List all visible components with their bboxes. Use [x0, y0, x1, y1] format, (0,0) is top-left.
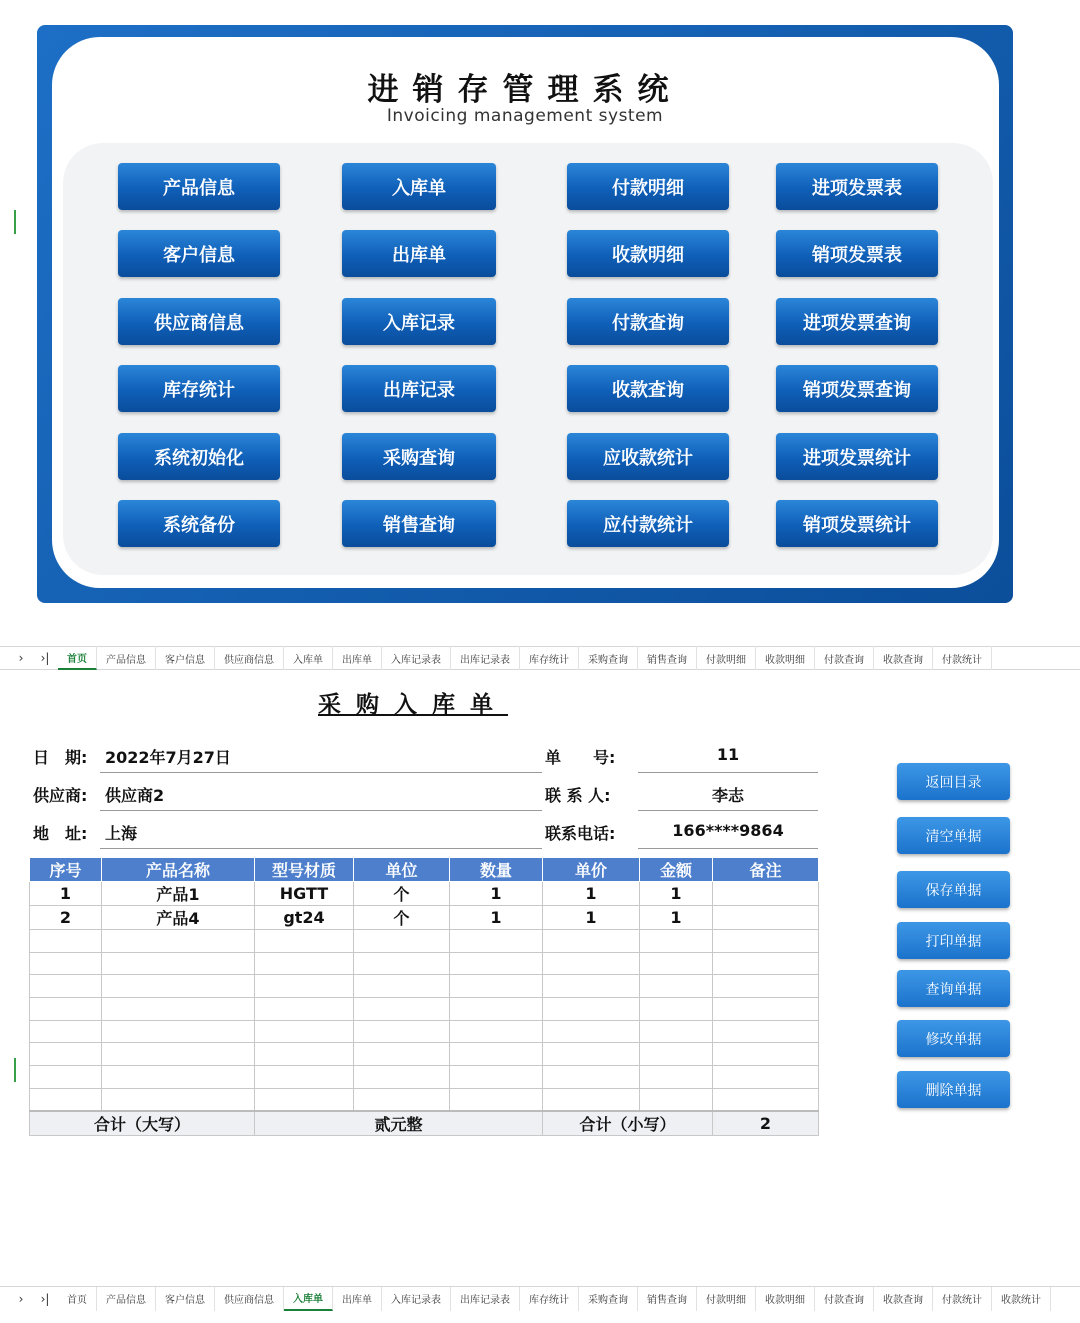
sheet-tab[interactable]: 出库记录表 [451, 1287, 520, 1311]
cell-marker [14, 210, 16, 234]
table-cell[interactable] [255, 930, 354, 953]
table-cell[interactable]: 1 [450, 882, 543, 906]
menu-button[interactable]: 采购查询 [342, 433, 496, 480]
sheet-tab[interactable]: 入库单 [284, 1287, 333, 1311]
action-button[interactable]: 清空单据 [897, 817, 1010, 854]
sheet-tab[interactable]: 出库单 [333, 1287, 382, 1311]
table-cell[interactable] [30, 1043, 102, 1066]
table-cell[interactable] [102, 930, 255, 953]
table-cell[interactable]: 1 [640, 882, 713, 906]
table-cell[interactable]: 产品1 [102, 882, 255, 906]
table-cell[interactable] [640, 975, 713, 998]
menu-button[interactable]: 客户信息 [118, 230, 280, 277]
table-cell[interactable] [255, 1088, 354, 1111]
table-cell[interactable] [640, 930, 713, 953]
menu-button[interactable]: 供应商信息 [118, 298, 280, 345]
form-title: 采购入库单 [318, 692, 508, 718]
date-label: 日 期: [33, 748, 88, 767]
next-sheet-icon[interactable]: › [18, 651, 24, 665]
date-underline [100, 772, 542, 773]
menu-button[interactable]: 出库单 [342, 230, 496, 277]
last-sheet-icon[interactable]: ›| [40, 1291, 50, 1306]
action-button[interactable]: 删除单据 [897, 1071, 1010, 1108]
sheet-tab[interactable]: 库存统计 [520, 646, 579, 670]
sheet-tab[interactable]: 销售查询 [638, 646, 697, 670]
table-row [30, 1066, 819, 1089]
action-button[interactable]: 打印单据 [897, 922, 1010, 959]
sheet-tabbar-top [0, 646, 1080, 670]
column-header: 序号 [30, 858, 102, 882]
order-no-label: 单 号: [545, 748, 616, 767]
menu-button[interactable]: 应收款统计 [567, 433, 729, 480]
table-cell[interactable] [354, 1020, 450, 1043]
table-cell[interactable] [255, 952, 354, 975]
table-cell[interactable] [450, 1066, 543, 1089]
contact-underline [638, 810, 818, 811]
table-cell[interactable] [30, 930, 102, 953]
table-row [30, 930, 819, 953]
sheet-tab[interactable]: 收款查询 [874, 646, 933, 670]
sheet-tab[interactable]: 销售查询 [638, 1287, 697, 1311]
supplier-label: 供应商: [33, 786, 88, 805]
table-cell[interactable] [713, 952, 819, 975]
menu-button[interactable]: 应付款统计 [567, 500, 729, 547]
total-upper-value: 贰元整 [255, 1111, 543, 1136]
table-cell[interactable] [450, 998, 543, 1021]
table-cell[interactable] [640, 1043, 713, 1066]
address-underline [100, 848, 542, 849]
table-row [30, 906, 819, 930]
table-cell[interactable] [713, 1020, 819, 1043]
table-cell[interactable] [543, 1043, 640, 1066]
sheet-tab[interactable]: 产品信息 [97, 646, 156, 670]
sheet-tab[interactable]: 客户信息 [156, 646, 215, 670]
total-lower-value: 2 [713, 1111, 819, 1136]
table-cell[interactable] [543, 930, 640, 953]
dashboard-title: 进销存管理系统 [367, 72, 683, 108]
order-no-value[interactable]: 11 [716, 745, 740, 764]
total-upper-label: 合计（大写） [30, 1111, 255, 1136]
action-button[interactable]: 修改单据 [897, 1020, 1010, 1057]
table-cell[interactable] [102, 1020, 255, 1043]
table-cell[interactable] [354, 998, 450, 1021]
table-cell[interactable] [102, 1043, 255, 1066]
table-cell[interactable] [255, 998, 354, 1021]
column-header: 数量 [450, 858, 543, 882]
menu-button[interactable]: 收款查询 [567, 365, 729, 412]
table-row [30, 882, 819, 906]
table-cell[interactable] [255, 1020, 354, 1043]
sheet-tabs [58, 646, 992, 670]
supplier-underline [100, 810, 542, 811]
sheet-tab[interactable]: 供应商信息 [215, 1287, 284, 1311]
sheet-tab[interactable]: 付款明细 [697, 1287, 756, 1311]
action-button[interactable]: 查询单据 [897, 970, 1010, 1007]
menu-button[interactable]: 产品信息 [118, 163, 280, 210]
table-cell[interactable] [354, 1043, 450, 1066]
sheet-tab[interactable]: 采购查询 [579, 1287, 638, 1311]
action-button[interactable]: 返回目录 [897, 763, 1010, 800]
items-table [29, 857, 819, 1136]
table-cell[interactable]: 1 [543, 906, 640, 930]
table-row [30, 952, 819, 975]
table-cell[interactable]: 1 [30, 882, 102, 906]
menu-button[interactable]: 库存统计 [118, 365, 280, 412]
table-cell[interactable]: 产品4 [102, 906, 255, 930]
contact-value[interactable]: 李志 [711, 786, 744, 805]
column-header: 单位 [354, 858, 450, 882]
table-cell[interactable] [450, 1020, 543, 1043]
action-button[interactable]: 保存单据 [897, 871, 1010, 908]
table-cell[interactable] [543, 998, 640, 1021]
sheet-tab[interactable]: 付款统计 [933, 1287, 992, 1311]
dashboard-subtitle: Invoicing management system [386, 106, 664, 126]
table-cell[interactable] [543, 952, 640, 975]
sheet-tabs [58, 1287, 1051, 1311]
sheet-tab[interactable]: 首页 [58, 1287, 97, 1311]
table-cell[interactable] [543, 1088, 640, 1111]
sheet-tab[interactable]: 首页 [58, 646, 97, 670]
table-cell[interactable] [354, 975, 450, 998]
column-header: 单价 [543, 858, 640, 882]
column-header: 型号材质 [255, 858, 354, 882]
sheet-tabbar-bottom [0, 1286, 1080, 1310]
table-row [30, 1043, 819, 1066]
table-cell[interactable] [255, 1043, 354, 1066]
table-cell[interactable] [713, 906, 819, 930]
column-header: 备注 [713, 858, 819, 882]
menu-button[interactable]: 进项发票统计 [776, 433, 938, 480]
sheet-tab[interactable]: 收款统计 [992, 1287, 1051, 1311]
table-cell[interactable] [713, 998, 819, 1021]
menu-button[interactable]: 进项发票表 [776, 163, 938, 210]
table-cell[interactable] [640, 952, 713, 975]
sheet-tab[interactable]: 收款明细 [756, 1287, 815, 1311]
table-cell[interactable]: 1 [640, 906, 713, 930]
sheet-tab[interactable]: 出库单 [333, 646, 382, 670]
table-cell[interactable] [102, 1066, 255, 1089]
table-cell[interactable] [543, 975, 640, 998]
menu-button[interactable]: 销售查询 [342, 500, 496, 547]
table-cell[interactable] [354, 1088, 450, 1111]
sheet-tab[interactable]: 付款统计 [933, 646, 992, 670]
table-cell[interactable] [450, 1043, 543, 1066]
table-cell[interactable] [255, 1066, 354, 1089]
sheet-tab[interactable]: 产品信息 [97, 1287, 156, 1311]
table-body [30, 882, 819, 1112]
table-row [30, 1020, 819, 1043]
table-cell[interactable] [713, 1043, 819, 1066]
address-label: 地 址: [33, 824, 88, 843]
total-lower-label: 合计（小写） [543, 1111, 713, 1136]
menu-button[interactable]: 出库记录 [342, 365, 496, 412]
table-cell[interactable] [450, 975, 543, 998]
table-cell[interactable] [102, 998, 255, 1021]
table-row [30, 998, 819, 1021]
last-sheet-icon[interactable]: ›| [40, 651, 50, 665]
table-cell[interactable] [30, 975, 102, 998]
menu-button[interactable]: 收款明细 [567, 230, 729, 277]
sheet-tab[interactable]: 出库记录表 [451, 646, 520, 670]
table-cell[interactable] [450, 952, 543, 975]
table-cell[interactable] [450, 1088, 543, 1111]
sheet-tab[interactable]: 收款明细 [756, 646, 815, 670]
menu-button[interactable]: 入库记录 [342, 298, 496, 345]
table-cell[interactable] [713, 882, 819, 906]
sheet-tab[interactable]: 采购查询 [579, 646, 638, 670]
table-cell[interactable]: 1 [450, 906, 543, 930]
phone-value[interactable]: 166****9864 [672, 821, 784, 840]
sheet-tab[interactable]: 供应商信息 [215, 646, 284, 670]
table-cell[interactable] [354, 952, 450, 975]
order-no-underline [638, 772, 818, 773]
supplier-value[interactable]: 供应商2 [105, 786, 165, 805]
table-cell[interactable]: 1 [543, 882, 640, 906]
table-cell[interactable] [30, 1066, 102, 1089]
menu-button[interactable]: 销项发票表 [776, 230, 938, 277]
table-cell[interactable]: 2 [30, 906, 102, 930]
menu-button[interactable]: 销项发票查询 [776, 365, 938, 412]
address-value[interactable]: 上海 [105, 824, 138, 843]
table-cell[interactable] [450, 930, 543, 953]
table-row [30, 975, 819, 998]
menu-button[interactable]: 销项发票统计 [776, 500, 938, 547]
table-row [30, 1088, 819, 1111]
sheet-tab[interactable]: 库存统计 [520, 1287, 579, 1311]
table-cell[interactable] [255, 975, 354, 998]
sheet-tab[interactable]: 客户信息 [156, 1287, 215, 1311]
next-sheet-icon[interactable]: › [18, 1291, 24, 1306]
table-cell[interactable] [640, 998, 713, 1021]
phone-underline [638, 848, 818, 849]
total-row [30, 1111, 819, 1136]
table-cell[interactable] [102, 975, 255, 998]
date-value[interactable]: 2022年7月27日 [105, 748, 231, 767]
sheet-tab[interactable]: 付款查询 [815, 646, 874, 670]
sheet-tab[interactable]: 入库单 [284, 646, 333, 670]
table-cell[interactable]: HGTT [255, 882, 354, 906]
menu-button[interactable]: 系统备份 [118, 500, 280, 547]
table-cell[interactable] [640, 1020, 713, 1043]
sheet-tab[interactable]: 入库记录表 [382, 1287, 451, 1311]
sheet-nav [0, 651, 58, 665]
phone-label: 联系电话: [545, 824, 616, 843]
cell-marker [14, 1058, 16, 1082]
sheet-tab[interactable]: 入库记录表 [382, 646, 451, 670]
table-cell[interactable]: 个 [354, 882, 450, 906]
sheet-tab[interactable]: 付款查询 [815, 1287, 874, 1311]
table-cell[interactable] [30, 1020, 102, 1043]
table-cell[interactable] [640, 1088, 713, 1111]
table-cell[interactable] [713, 930, 819, 953]
sheet-nav [0, 1292, 58, 1306]
sheet-tab[interactable]: 付款明细 [697, 646, 756, 670]
table-header-row [30, 858, 819, 882]
table-cell[interactable] [543, 1066, 640, 1089]
table-cell[interactable] [30, 1088, 102, 1111]
table-cell[interactable] [354, 1066, 450, 1089]
table-cell[interactable]: 个 [354, 906, 450, 930]
table-cell[interactable] [640, 1066, 713, 1089]
table-cell[interactable] [30, 952, 102, 975]
contact-label: 联 系 人: [545, 786, 611, 805]
table-cell[interactable] [713, 1066, 819, 1089]
table-cell[interactable] [354, 930, 450, 953]
table-cell[interactable] [713, 1088, 819, 1111]
table-cell[interactable]: gt24 [255, 906, 354, 930]
table-cell[interactable] [713, 975, 819, 998]
menu-button[interactable]: 进项发票查询 [776, 298, 938, 345]
menu-button[interactable]: 系统初始化 [118, 433, 280, 480]
table-cell[interactable] [543, 1020, 640, 1043]
table-cell[interactable] [30, 998, 102, 1021]
column-header: 产品名称 [102, 858, 255, 882]
table-cell[interactable] [102, 952, 255, 975]
menu-button[interactable]: 付款明细 [567, 163, 729, 210]
column-header: 金额 [640, 858, 713, 882]
menu-button[interactable]: 入库单 [342, 163, 496, 210]
menu-button[interactable]: 付款查询 [567, 298, 729, 345]
table-cell[interactable] [102, 1088, 255, 1111]
sheet-tab[interactable]: 收款查询 [874, 1287, 933, 1311]
